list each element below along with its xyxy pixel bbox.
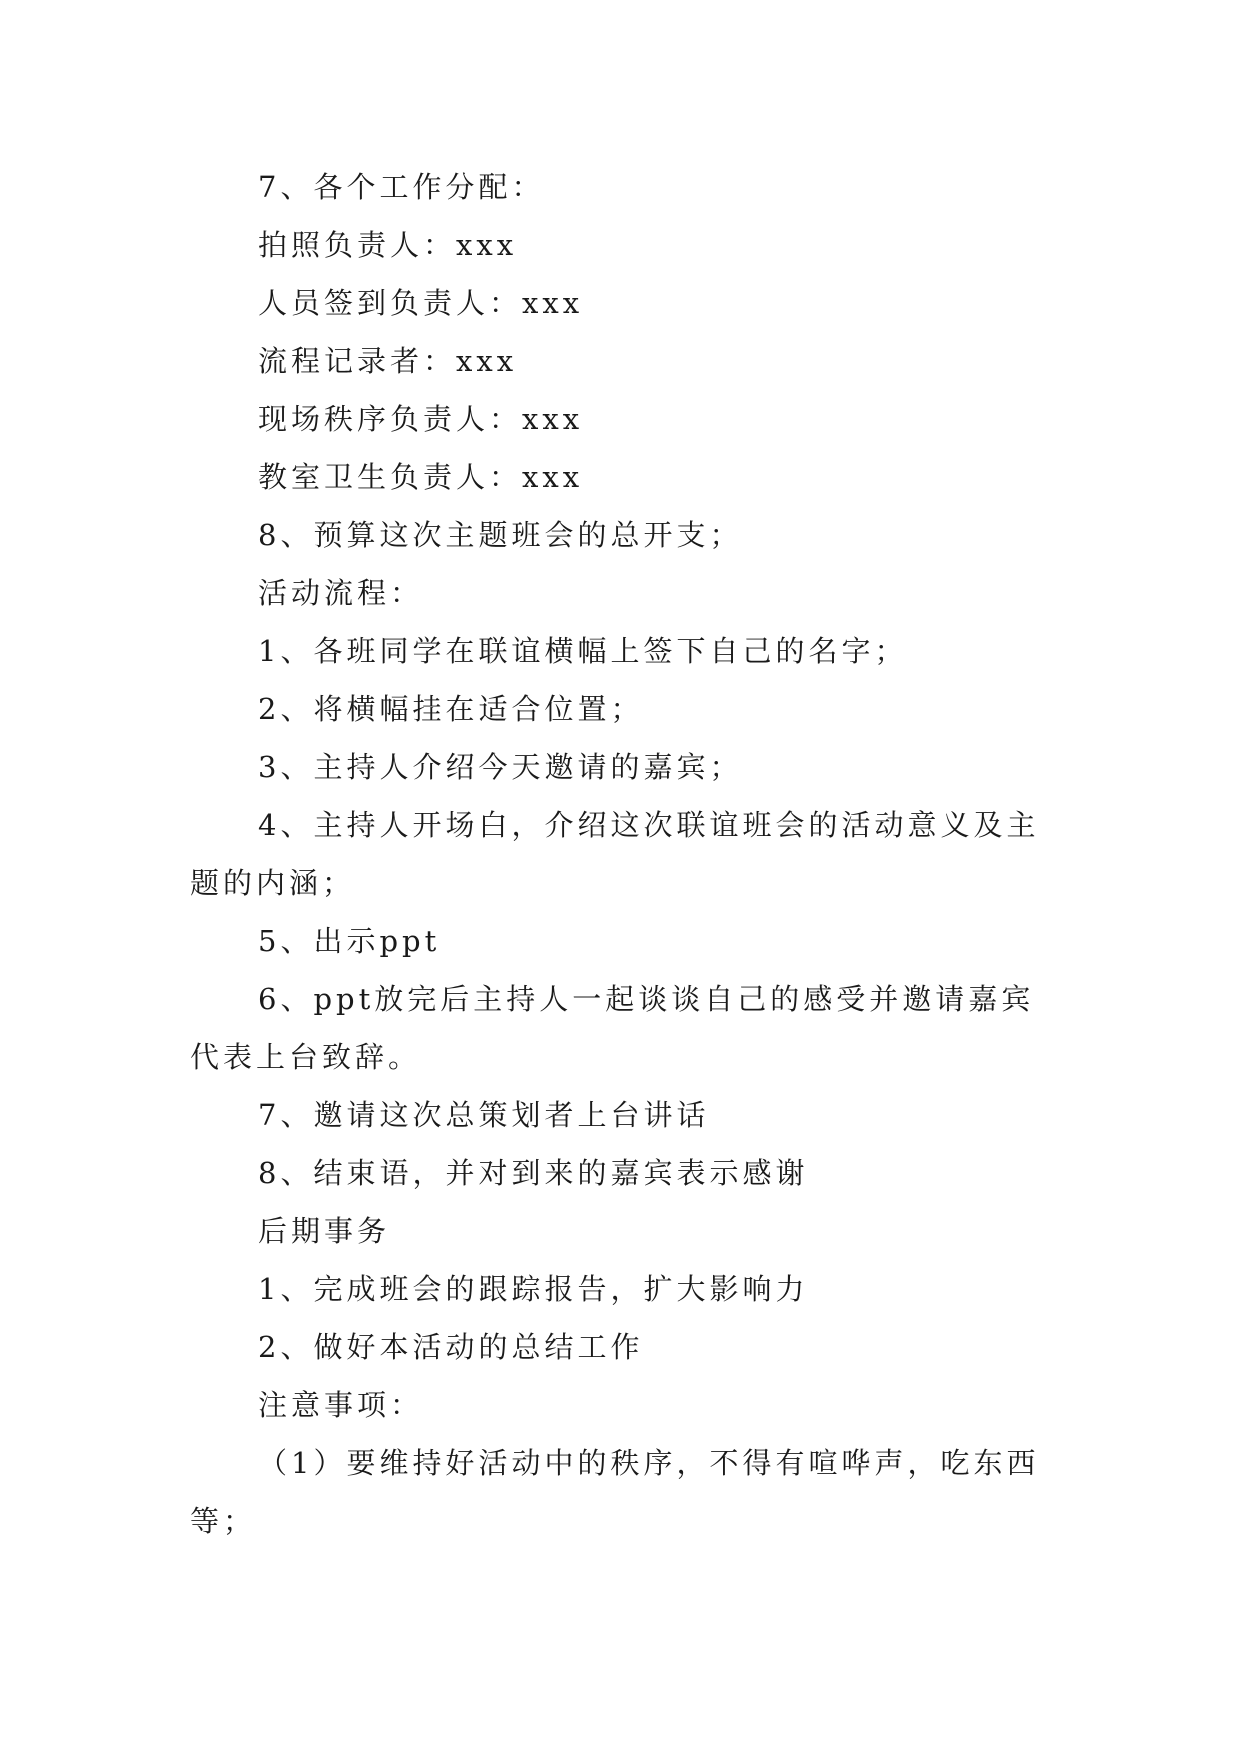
paragraph-flow-step-4: 4、主持人开场白，介绍这次联谊班会的活动意义及主题的内涵； (190, 808, 1040, 900)
paragraph-budget: 8、预算这次主题班会的总开支； (258, 518, 743, 552)
paragraph-flow-step-1: 1、各班同学在联谊横幅上签下自己的名字； (258, 634, 908, 668)
document-body (190, 158, 1050, 1550)
paragraph-recorder: 流程记录者：xxx (258, 344, 518, 378)
paragraph-followup-1: 1、完成班会的跟踪报告，扩大影响力 (258, 1272, 809, 1306)
paragraph-followup-heading: 后期事务 (258, 1214, 391, 1248)
paragraph-flow-step-3: 3、主持人介绍今天邀请的嘉宾； (258, 750, 743, 784)
paragraph-followup-2: 2、做好本活动的总结工作 (258, 1330, 644, 1364)
paragraph-flow-step-7: 7、邀请这次总策划者上台讲话 (258, 1098, 710, 1132)
paragraph-cleaning-lead: 教室卫生负责人：xxx (258, 460, 584, 494)
paragraph-flow-step-6: 6、ppt放完后主持人一起谈谈自己的感受并邀请嘉宾代表上台致辞。 (190, 982, 1035, 1074)
paragraph-flow-step-5: 5、出示ppt (258, 924, 441, 958)
paragraph-note-1: （1）要维持好活动中的秩序，不得有喧哗声，吃东西等； (190, 1446, 1040, 1538)
paragraph-flow-step-2: 2、将横幅挂在适合位置； (258, 692, 644, 726)
paragraph-photo-lead: 拍照负责人：xxx (258, 228, 518, 262)
paragraph-order-lead: 现场秩序负责人：xxx (258, 402, 584, 436)
paragraph-flow-heading: 活动流程： (258, 576, 424, 610)
paragraph-notes-heading: 注意事项： (258, 1388, 424, 1422)
paragraph-task-assignment: 7、各个工作分配： (258, 170, 545, 204)
paragraph-signin-lead: 人员签到负责人：xxx (258, 286, 584, 320)
paragraph-flow-step-8: 8、结束语，并对到来的嘉宾表示感谢 (258, 1156, 809, 1190)
